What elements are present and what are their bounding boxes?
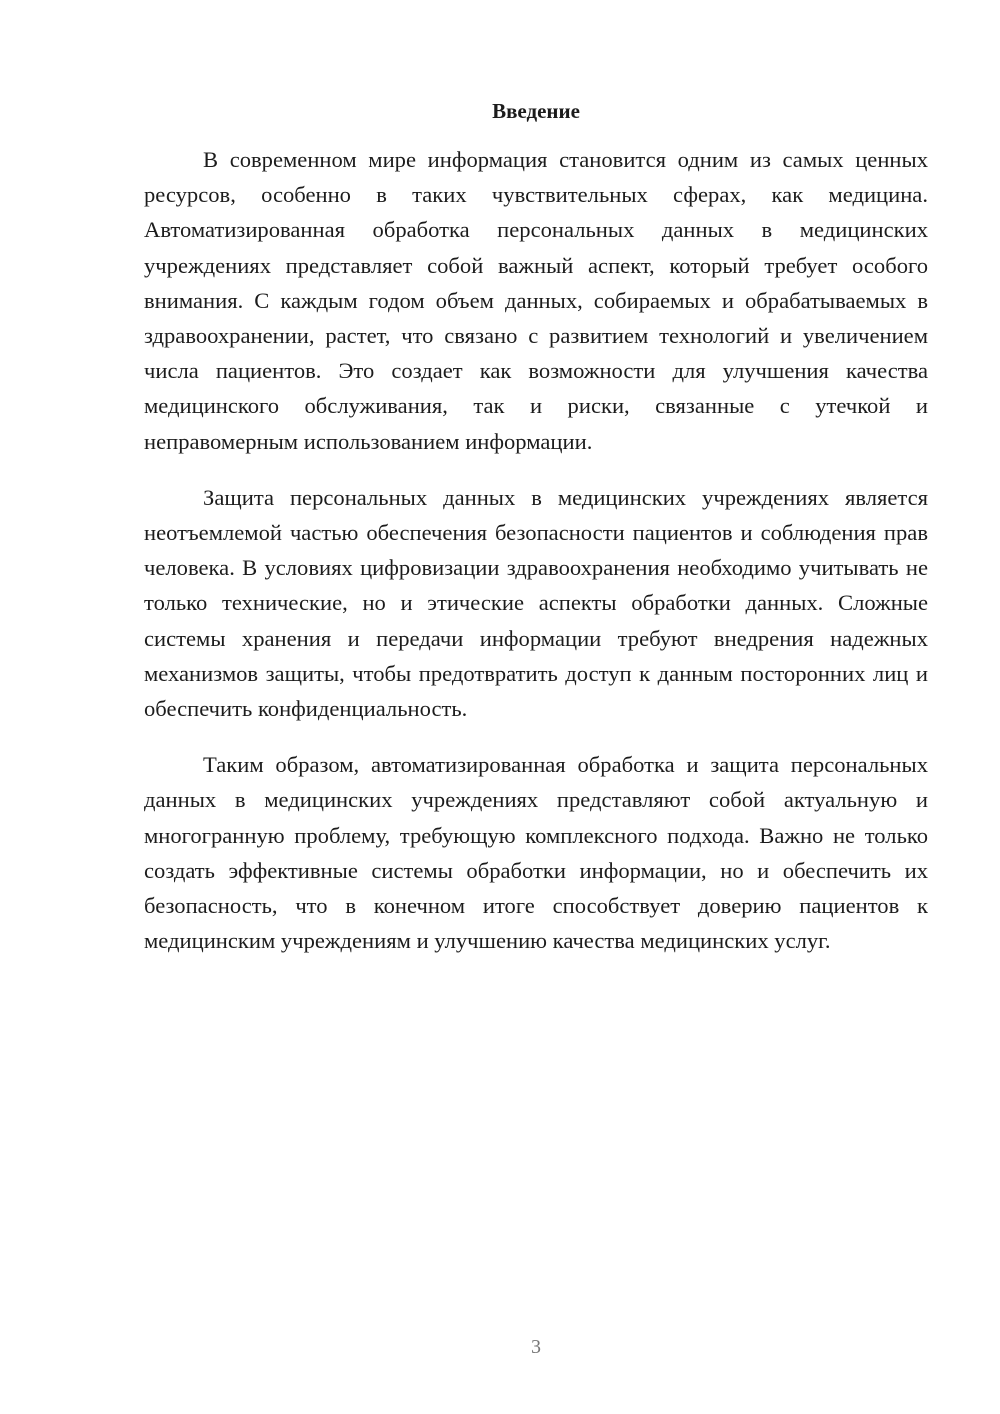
paragraph-1: В современном мире информация становится одним из самых ценных ресурсов, особенно в таких чувствительных сферах, как медицина. Автоматизированная обработка персональных данных в медицинских учреждениях представляет собой важный аспект, который требует особого внимания. С каждым годом объем данных, собираемых и обрабатываемых в здравоохранении, растет, что связано с развитием технологий и увеличением числа пациентов. Это создает как возможности для улучшения качества медицинского обслуживания, так и риски, связанные с утечкой и неправомерным использованием информации. [144, 147, 928, 454]
section-heading: Введение [492, 99, 580, 123]
body-text [144, 142, 928, 958]
paragraph-3: Таким образом, автоматизированная обработка и защита персональных данных в медицинских учреждениях представляют собой актуальную и многогранную проблему, требующую комплексного подхода. Важно не только создать эффективные системы обработки информации, но и обеспечить их безопасность, что в конечном итоге способствует доверию пациентов к медицинским учреждениям и улучшению качества медицинских услуг. [144, 752, 928, 954]
page-number: 3 [531, 1336, 541, 1358]
paragraph-2: Защита персональных данных в медицинских учреждениях является неотъемлемой частью обеспечения безопасности пациентов и соблюдения прав человека. В условиях цифровизации здравоохранения необходимо учитывать не только технические, но и этические аспекты обработки данных. Сложные системы хранения и передачи информации требуют внедрения надежных механизмов защиты, чтобы предотвратить доступ к данным посторонних лиц и обеспечить конфиденциальность. [144, 484, 928, 722]
